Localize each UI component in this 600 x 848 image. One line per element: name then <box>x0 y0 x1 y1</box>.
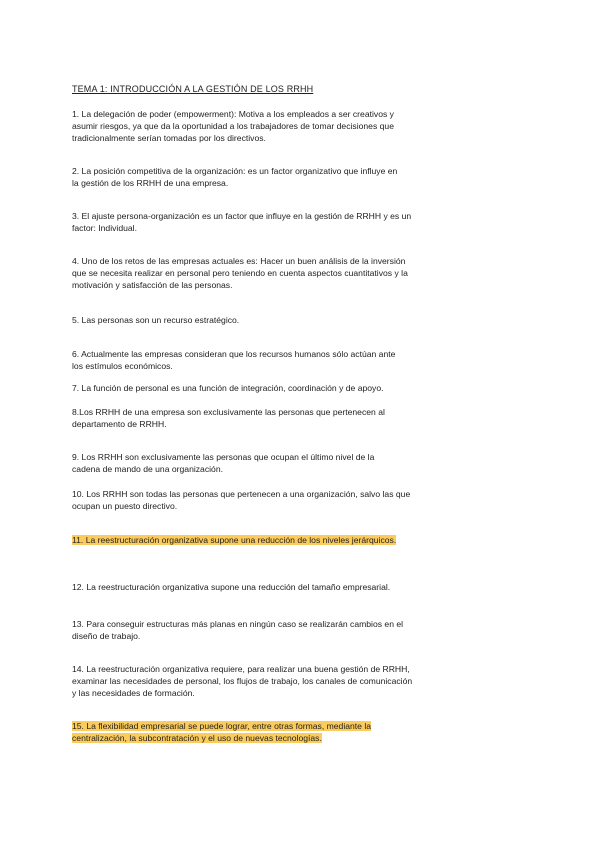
question-8 <box>72 406 442 430</box>
question-line: que se necesita realizar en personal pero teniendo en cuenta aspectos cuantitativos y la <box>72 268 408 279</box>
question-line: diseño de trabajo. <box>72 631 141 642</box>
question-2 <box>72 165 442 189</box>
question-line: 4. Uno de los retos de las empresas actuales es: Hacer un buen análisis de la inversión <box>72 256 406 266</box>
question-line: departamento de RRHH. <box>72 419 167 430</box>
question-line: los estímulos económicos. <box>72 361 173 372</box>
question-line: y las necesidades de formación. <box>72 688 195 699</box>
question-line: cadena de mando de una organización. <box>72 464 223 475</box>
question-line: examinar las necesidades de personal, los flujos de trabajo, los canales de comunicación <box>72 676 413 687</box>
question-12 <box>72 581 442 593</box>
question-line: 6. Actualmente las empresas consideran que los recursos humanos sólo actúan ante <box>72 349 396 359</box>
question-3 <box>72 210 442 234</box>
question-11-highlighted <box>72 534 442 546</box>
question-line: factor: Individual. <box>72 223 137 234</box>
question-line: 15. La flexibilidad empresarial se puede lograr, entre otras formas, mediante la <box>72 721 372 731</box>
question-9 <box>72 451 442 475</box>
question-line: 14. La reestructuración organizativa requiere, para realizar una buena gestión de RRHH, <box>72 664 410 674</box>
question-line: la gestión de los RRHH de una empresa. <box>72 178 229 189</box>
question-10 <box>72 488 442 512</box>
document-title: TEMA 1: INTRODUCCIÓN A LA GESTIÓN DE LOS RRHH <box>72 84 314 94</box>
question-line: 7. La función de personal es una función de integración, coordinación y de apoyo. <box>72 383 384 393</box>
question-line: 12. La reestructuración organizativa supone una reducción del tamaño empresarial. <box>72 582 391 592</box>
question-line: 5. Las personas son un recurso estratégico. <box>72 315 240 325</box>
question-line: motivación y satisfacción de las personas. <box>72 280 233 291</box>
question-7 <box>72 382 442 394</box>
question-15-highlighted <box>72 720 442 744</box>
question-5 <box>72 314 442 326</box>
question-13 <box>72 618 442 642</box>
question-line: centralización, la subcontratación y el uso de nuevas tecnologías. <box>72 733 322 744</box>
question-line: asumir riesgos, ya que da la oportunidad a los trabajadores de tomar decisiones que <box>72 121 394 132</box>
question-line: 13. Para conseguir estructuras más planas en ningún caso se realizarán cambios en el <box>72 619 404 629</box>
question-line: 3. El ajuste persona-organización es un factor que influye en la gestión de RRHH y es un <box>72 211 412 221</box>
question-line: 10. Los RRHH son todas las personas que pertenecen a una organización, salvo las que <box>72 489 411 499</box>
question-line: tradicionalmente serían tomadas por los directivos. <box>72 133 266 144</box>
question-line: 2. La posición competitiva de la organización: es un factor organizativo que influye en <box>72 166 398 176</box>
question-4 <box>72 255 442 292</box>
question-line: 11. La reestructuración organizativa supone una reducción de los niveles jerárquicos. <box>72 535 397 545</box>
question-1 <box>72 108 442 145</box>
question-line: 9. Los RRHH son exclusivamente las personas que ocupan el último nivel de la <box>72 452 375 462</box>
question-6 <box>72 348 442 372</box>
question-line: ocupan un puesto directivo. <box>72 501 178 512</box>
question-14 <box>72 663 442 700</box>
question-line: 1. La delegación de poder (empowerment): Motiva a los empleados a ser creativos y <box>72 109 394 119</box>
question-line: 8.Los RRHH de una empresa son exclusivamente las personas que pertenecen al <box>72 407 385 417</box>
